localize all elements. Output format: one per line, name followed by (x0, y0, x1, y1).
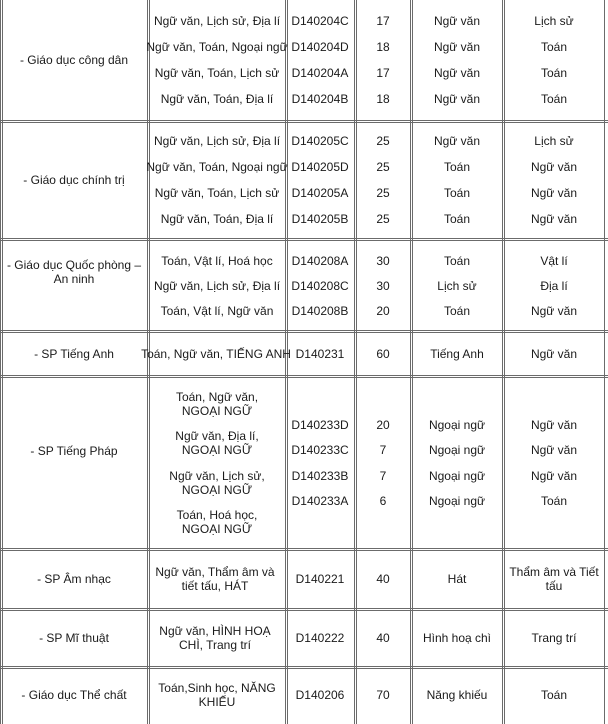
code-list (288, 14, 352, 106)
major-code: D140231 (295, 346, 345, 361)
main-subject: Ngữ văn (433, 14, 481, 28)
major-code: D140204B (291, 92, 349, 106)
main-subject: Toán (443, 160, 471, 174)
major-code: D140233B (291, 468, 349, 483)
quota: 20 (376, 304, 390, 318)
major-name: - SP Mĩ thuật (39, 631, 109, 645)
major-code: D140205C (291, 134, 349, 148)
quota-list (357, 418, 409, 508)
main-subject: Hát (447, 572, 467, 586)
major-name: - Giáo dục Quốc phòng – An ninh (6, 258, 142, 286)
code-list (288, 134, 352, 226)
secondary-subject-list (505, 254, 603, 318)
subject-combo: Ngữ văn, Thẩm âm và tiết tấu, HÁT (155, 565, 275, 593)
secondary-subject: Thẩm âm và Tiết tấu (509, 565, 599, 593)
quota: 6 (379, 493, 387, 508)
quota: 17 (376, 14, 390, 28)
secondary-subject: Toán (540, 40, 568, 54)
secondary-subject: Ngữ văn (530, 418, 578, 432)
quota: 25 (376, 160, 390, 174)
major-code: D140208A (291, 254, 349, 268)
quota-list (357, 134, 409, 226)
secondary-subject-list (505, 14, 603, 106)
code-list (288, 254, 352, 318)
secondary-subject: Toán (540, 493, 568, 508)
major-code: D140233C (291, 443, 349, 458)
quota: 7 (379, 468, 387, 483)
subject-combo: Toán, Vật lí, Ngữ văn (160, 304, 274, 318)
quota: 18 (376, 40, 390, 54)
secondary-subject: Ngữ văn (530, 443, 578, 458)
main-subject: Năng khiếu (426, 688, 488, 702)
major-code: D140205A (291, 186, 349, 200)
quota: 30 (376, 254, 390, 268)
subject-combo: Toán, Ngữ văn, TIẾNG ANH (141, 346, 291, 361)
row-divider (0, 548, 608, 549)
main-subject: Ngữ văn (433, 134, 481, 148)
secondary-subject-list (505, 134, 603, 226)
major-code: D140206 (295, 688, 345, 702)
major-code: D140204D (291, 40, 349, 54)
row-divider (0, 375, 608, 376)
subject-combo-list (146, 14, 288, 106)
major-name: - Giáo dục Thể chất (21, 688, 127, 702)
main-subject: Toán (443, 212, 471, 226)
subject-combo: Ngữ văn, Lịch sử, Địa lí (153, 14, 281, 28)
major-code: D140204A (291, 66, 349, 80)
row-divider (0, 666, 608, 667)
subject-combo: Toán, Ngữ văn, NGOẠI NGỮ (175, 390, 259, 418)
subject-combo: Ngữ văn, Toán, Ngoại ngữ (146, 160, 288, 174)
main-subject: Ngữ văn (433, 92, 481, 106)
secondary-subject: Ngữ văn (530, 212, 578, 226)
major-code: D140205B (291, 212, 349, 226)
major-code: D140205D (291, 160, 349, 174)
secondary-subject: Lịch sử (534, 134, 574, 148)
subject-combo: Toán,Sinh học, NĂNG KHIẾU (158, 681, 276, 709)
quota: 25 (376, 134, 390, 148)
secondary-subject: Ngữ văn (530, 346, 578, 361)
quota: 25 (376, 186, 390, 200)
secondary-subject: Toán (540, 66, 568, 80)
subject-combo: Ngữ văn, Lịch sử, Địa lí (153, 279, 281, 293)
main-subject: Toán (443, 304, 471, 318)
subject-combo: Ngữ văn, HÌNH HOẠ CHÌ, Trang trí (159, 624, 271, 652)
column-divider (502, 0, 503, 724)
major-code: D140233D (291, 418, 349, 432)
secondary-subject-list (505, 418, 603, 508)
code-list (288, 418, 352, 508)
major-code: D140222 (295, 631, 345, 645)
main-subject: Ngoại ngữ (428, 418, 486, 432)
subject-combo-list (150, 254, 284, 318)
main-subject-list (413, 14, 501, 106)
subject-combo: Ngữ văn, Toán, Ngoại ngữ (146, 40, 288, 54)
subject-combo: Ngữ văn, Toán, Địa lí (160, 92, 274, 106)
quota-list (357, 14, 409, 106)
secondary-subject: Địa lí (540, 279, 568, 293)
main-subject: Hình hoạ chì (422, 631, 492, 645)
row-divider (0, 330, 608, 331)
column-divider (410, 0, 411, 724)
row-divider (0, 608, 608, 609)
column-divider (354, 0, 355, 724)
major-code: D140208B (291, 304, 349, 318)
subject-combo-list (146, 134, 288, 226)
quota: 20 (376, 418, 390, 432)
column-divider (0, 0, 1, 724)
major-name: - Giáo dục chính trị (23, 173, 125, 187)
quota: 7 (379, 443, 387, 458)
major-code: D140233A (291, 493, 349, 508)
row-divider (0, 238, 608, 239)
main-subject: Ngữ văn (433, 40, 481, 54)
major-name: - SP Âm nhạc (37, 572, 111, 586)
main-subject: Ngữ văn (433, 66, 481, 80)
secondary-subject: Ngữ văn (530, 304, 578, 318)
quota: 25 (376, 212, 390, 226)
main-subject: Lịch sử (437, 279, 477, 293)
quota: 40 (376, 631, 390, 645)
quota: 30 (376, 279, 390, 293)
secondary-subject: Toán (540, 688, 568, 702)
secondary-subject: Ngữ văn (530, 468, 578, 483)
major-name: - SP Tiếng Pháp (30, 444, 118, 458)
secondary-subject: Ngữ văn (530, 186, 578, 200)
quota: 17 (376, 66, 390, 80)
major-name: - SP Tiếng Anh (34, 346, 114, 361)
main-subject-list (413, 134, 501, 226)
major-code: D140204C (291, 14, 349, 28)
main-subject: Ngoại ngữ (428, 493, 486, 508)
subject-combo: Ngữ văn, Toán, Địa lí (160, 212, 274, 226)
major-code: D140208C (291, 279, 349, 293)
column-divider (604, 0, 605, 724)
secondary-subject: Vật lí (540, 254, 568, 268)
main-subject: Toán (443, 254, 471, 268)
subject-combo-list (150, 390, 284, 536)
row-divider (0, 120, 608, 121)
main-subject: Ngoại ngữ (428, 468, 486, 483)
major-code: D140221 (295, 572, 345, 586)
major-name: - Giáo dục công dân (19, 53, 129, 67)
main-subject: Toán (443, 186, 471, 200)
subject-combo: Toán, Hoá học, NGOẠI NGỮ (176, 507, 258, 536)
quota: 70 (376, 688, 390, 702)
main-subject: Ngoại ngữ (428, 443, 486, 458)
subject-combo: Ngữ văn, Toán, Lịch sử (154, 186, 280, 200)
secondary-subject: Toán (540, 92, 568, 106)
subject-combo: Ngữ văn, Lịch sử, Địa lí (153, 134, 281, 148)
subject-combo: Ngữ văn, Toán, Lịch sử (154, 66, 280, 80)
main-subject-list (413, 254, 501, 318)
quota: 18 (376, 92, 390, 106)
subject-combo: Ngữ văn, Địa lí, NGOẠI NGỮ (175, 429, 259, 458)
quota-list (357, 254, 409, 318)
main-subject: Tiếng Anh (430, 346, 484, 361)
main-subject-list (413, 418, 501, 508)
subject-combo: Ngữ văn, Lịch sử, NGOẠI NGỮ (169, 468, 265, 497)
secondary-subject: Trang trí (531, 631, 577, 645)
secondary-subject: Ngữ văn (530, 160, 578, 174)
subject-combo: Toán, Vật lí, Hoá học (161, 254, 273, 268)
secondary-subject: Lịch sử (534, 14, 574, 28)
quota: 40 (376, 572, 390, 586)
quota: 60 (376, 346, 390, 361)
